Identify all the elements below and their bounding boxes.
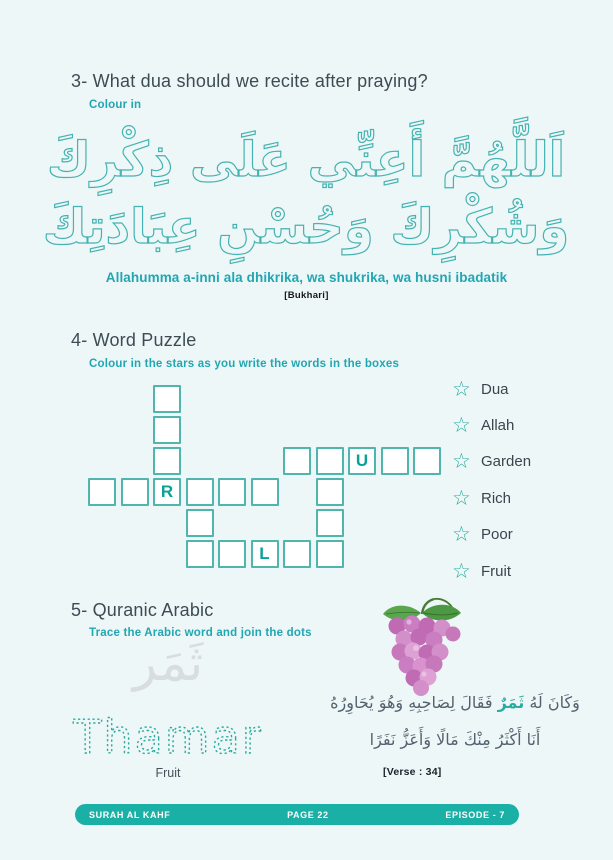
puzzle-cell[interactable] xyxy=(316,447,344,475)
puzzle-cell[interactable] xyxy=(381,447,409,475)
question-3-heading: 3- What dua should we recite after praying? xyxy=(71,71,428,91)
star-icon[interactable]: ☆ xyxy=(452,485,471,510)
dua-arabic-line1[interactable]: اَللَّهُمَّ أَعِنِّي عَلَى ذِكْرِكَ xyxy=(46,132,566,188)
puzzle-cell[interactable] xyxy=(153,385,181,413)
puzzle-cell[interactable]: R xyxy=(153,478,181,506)
puzzle-cell[interactable] xyxy=(316,540,344,568)
puzzle-cell[interactable] xyxy=(153,416,181,444)
dua-source: [Bukhari] xyxy=(284,290,329,301)
star-icon[interactable]: ☆ xyxy=(452,413,471,438)
verse-line-1 xyxy=(295,684,613,721)
footer-page-label: PAGE 22 xyxy=(287,809,329,820)
word-label: Dua xyxy=(481,380,509,398)
word-label: Allah xyxy=(481,417,515,435)
question-4-heading: 4- Word Puzzle xyxy=(71,330,197,350)
dua-arabic-line2[interactable]: وَشُكْرِكَ وَحُسْنِ عِبَادَتِكَ xyxy=(42,199,570,255)
star-icon[interactable]: ☆ xyxy=(452,449,471,474)
star-icon[interactable]: ☆ xyxy=(452,522,471,547)
word-list-item xyxy=(452,371,531,407)
verse-highlight-word: ثَمَرٌ xyxy=(497,693,525,712)
puzzle-cell[interactable] xyxy=(153,447,181,475)
dua-transliteration: Allahumma a-inni ala dhikrika, wa shukrika, wa husni ibadatik xyxy=(105,270,508,285)
puzzle-cell[interactable] xyxy=(316,509,344,537)
puzzle-cell[interactable] xyxy=(283,447,311,475)
footer-episode-label: EPISODE - 7 xyxy=(445,809,505,820)
puzzle-cell[interactable] xyxy=(121,478,149,506)
puzzle-cell[interactable] xyxy=(283,540,311,568)
verse-text: وَكَانَ لَهُ xyxy=(524,693,580,712)
puzzle-cell[interactable] xyxy=(218,540,246,568)
verse-text: فَقَالَ لِصَاحِبِهِ وَهُوَ يُحَاوِرُهُ xyxy=(330,693,498,712)
footer-surah-label: SURAH AL KAHF xyxy=(89,809,171,820)
word-list-item xyxy=(452,444,531,480)
word-puzzle-instruction: Colour in the stars as you write the words in the boxes xyxy=(89,358,400,370)
quran-verse xyxy=(295,684,613,758)
puzzle-cell[interactable] xyxy=(186,478,214,506)
word-list-item xyxy=(452,553,531,589)
grapes-image xyxy=(376,596,466,696)
word-label: Rich xyxy=(481,489,512,507)
word-list xyxy=(452,371,531,589)
word-label: Garden xyxy=(481,453,532,471)
puzzle-cell[interactable] xyxy=(218,478,246,506)
puzzle-cell[interactable] xyxy=(316,478,344,506)
dua-arabic-colouring[interactable] xyxy=(0,100,613,270)
word-list-item xyxy=(452,517,531,553)
puzzle-cell[interactable] xyxy=(186,509,214,537)
word-label: Poor xyxy=(481,526,513,544)
thamar-dotted-text[interactable]: Thamar xyxy=(73,710,263,764)
word-label: Fruit xyxy=(481,562,511,580)
puzzle-cell[interactable] xyxy=(88,478,116,506)
question-5-heading: 5- Quranic Arabic xyxy=(71,600,214,620)
word-list-item xyxy=(452,480,531,516)
word-meaning: Fruit xyxy=(155,766,181,780)
star-icon[interactable]: ☆ xyxy=(452,376,471,401)
colour-in-instruction: Colour in xyxy=(89,99,142,111)
trace-latin-word[interactable] xyxy=(36,708,300,768)
star-icon[interactable]: ☆ xyxy=(452,558,471,583)
puzzle-cell[interactable] xyxy=(413,447,441,475)
trace-arabic-word[interactable]: ثَمَر xyxy=(132,634,204,692)
verse-reference: [Verse : 34] xyxy=(383,766,442,778)
verse-line-2: أَنَا أَكْثَرُ مِنْكَ مَالًا وَأَعَزُّ نَفَرًا xyxy=(369,730,541,749)
footer-bar xyxy=(75,804,519,825)
puzzle-cell[interactable] xyxy=(186,540,214,568)
puzzle-grid xyxy=(88,385,453,575)
word-list-item xyxy=(452,407,531,443)
puzzle-cell[interactable]: U xyxy=(348,447,376,475)
trace-instruction: Trace the Arabic word and join the dots xyxy=(89,627,312,639)
puzzle-cell[interactable] xyxy=(251,478,279,506)
puzzle-cell[interactable]: L xyxy=(251,540,279,568)
